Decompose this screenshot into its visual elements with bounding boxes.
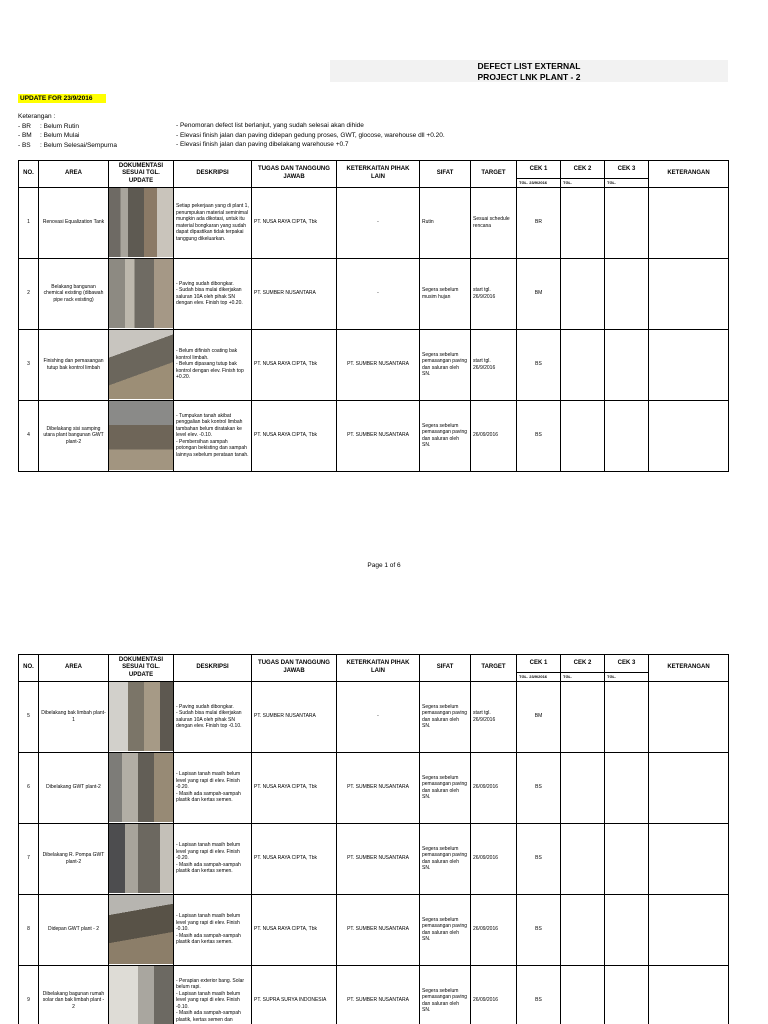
row-tugas: PT. SUMBER NUSANTARA — [252, 258, 337, 329]
row-keterangan — [649, 187, 729, 258]
row-target: 26/09/2016 — [471, 823, 517, 894]
row-area: Didepan GWT plant - 2 — [39, 894, 109, 965]
table-row — [19, 187, 729, 258]
col-target: TARGET — [471, 655, 517, 682]
notes-legend — [18, 112, 117, 150]
row-number: 2 — [19, 258, 39, 329]
col-dokumentasi: DOKUMENTASI SESUAI TGL. UPDATE — [109, 655, 174, 682]
row-number: 3 — [19, 329, 39, 400]
site-photo — [109, 895, 173, 964]
col-area: AREA — [39, 655, 109, 682]
document-title-block — [330, 60, 728, 82]
row-area: Dibelakang sisi samping utara plant bangunan GWT plant-2 — [39, 400, 109, 471]
row-keterangan — [649, 400, 729, 471]
col-no: NO. — [19, 161, 39, 188]
col-cek3: CEK 3 — [605, 655, 649, 673]
row-keterangan — [649, 258, 729, 329]
site-photo — [109, 401, 173, 470]
site-photo — [109, 188, 173, 257]
cek3-date: TGL. — [605, 673, 649, 682]
row-sifat: Segera sebelum pemasangan paving dan saluran oleh SN. — [420, 400, 471, 471]
cek1-date: TGL. 23/9/2016 — [517, 673, 561, 682]
document-subtitle: PROJECT LNK PLANT - 2 — [477, 72, 581, 82]
row-area: Renovasi Equalization Tank — [39, 187, 109, 258]
row-cek2 — [561, 400, 605, 471]
row-tugas: PT. NUSA RAYA CIPTA, Tbk — [252, 400, 337, 471]
site-photo — [109, 259, 173, 328]
col-tugas: TUGAS DAN TANGGUNG JAWAB — [252, 161, 337, 188]
row-sifat: Rutin — [420, 187, 471, 258]
row-number: 6 — [19, 752, 39, 823]
row-tugas: PT. NUSA RAYA CIPTA, Tbk — [252, 752, 337, 823]
row-photo — [109, 752, 174, 823]
legend-desc: : Belum Selesai/Sempurna — [40, 141, 117, 149]
row-cek2 — [561, 965, 605, 1024]
site-photo — [109, 753, 173, 822]
table-row — [19, 258, 729, 329]
row-photo — [109, 965, 174, 1024]
row-cek3 — [605, 329, 649, 400]
page-number: Page 1 of 6 — [367, 562, 401, 569]
col-sifat: SIFAT — [420, 655, 471, 682]
row-number: 9 — [19, 965, 39, 1024]
table-row — [19, 400, 729, 471]
row-number: 4 — [19, 400, 39, 471]
table-row — [19, 965, 729, 1024]
col-tugas: TUGAS DAN TANGGUNG JAWAB — [252, 655, 337, 682]
col-cek3: CEK 3 — [605, 161, 649, 179]
defect-table-page-2 — [18, 654, 729, 1024]
row-deskripsi: - Perapian exterior bang. Solar belum rapi. - Lapisan tanah masih belum level yang rapi di elev. Finish -0.10. - Masih ada sampah-sampah plastik, kertas semen dan — [174, 965, 252, 1024]
row-keterangan — [649, 752, 729, 823]
cek2-date: TGL. — [561, 179, 605, 188]
cek1-date: TGL. 23/9/2016 — [517, 179, 561, 188]
row-cek2 — [561, 187, 605, 258]
row-keterangan — [649, 823, 729, 894]
row-keterkaitan: PT. SUMBER NUSANTARA — [337, 329, 420, 400]
col-dokumentasi: DOKUMENTASI SESUAI TGL. UPDATE — [109, 161, 174, 188]
col-cek2: CEK 2 — [561, 655, 605, 673]
table-row — [19, 752, 729, 823]
row-photo — [109, 329, 174, 400]
row-photo — [109, 400, 174, 471]
document-title: DEFECT LIST EXTERNAL — [477, 61, 581, 71]
table-row — [19, 681, 729, 752]
legend-code: - BS — [18, 141, 31, 149]
legend-desc: : Belum Mulai — [40, 132, 80, 139]
site-photo — [109, 330, 173, 399]
cek3-date: TGL. — [605, 179, 649, 188]
row-photo — [109, 823, 174, 894]
row-target: start tgl. 26/9/2016 — [471, 329, 517, 400]
row-target: 26/09/2016 — [471, 752, 517, 823]
row-sifat: Segera sebelum pemasangan paving dan saluran oleh SN. — [420, 965, 471, 1024]
col-target: TARGET — [471, 161, 517, 188]
row-cek1: BS — [517, 400, 561, 471]
col-cek1: CEK 1 — [517, 161, 561, 179]
row-cek1: BS — [517, 965, 561, 1024]
col-area: AREA — [39, 161, 109, 188]
row-target: 26/09/2016 — [471, 400, 517, 471]
row-cek3 — [605, 823, 649, 894]
row-keterkaitan: - — [337, 681, 420, 752]
notes-heading: Keterangan : — [18, 113, 56, 120]
row-keterkaitan: PT. SUMBER NUSANTARA — [337, 965, 420, 1024]
cek2-date: TGL. — [561, 673, 605, 682]
row-sifat: Segera sebelum musim hujan — [420, 258, 471, 329]
row-target: start tgl. 26/9/2016 — [471, 681, 517, 752]
row-keterkaitan: - — [337, 187, 420, 258]
col-keterangan: KETERANGAN — [649, 655, 729, 682]
row-keterangan — [649, 965, 729, 1024]
row-sifat: Segera sebelum pemasangan paving dan saluran oleh SN. — [420, 752, 471, 823]
table-row — [19, 329, 729, 400]
row-keterkaitan: PT. SUMBER NUSANTARA — [337, 752, 420, 823]
row-cek3 — [605, 752, 649, 823]
row-cek1: BS — [517, 894, 561, 965]
legend-code: - BM — [18, 132, 32, 139]
row-tugas: PT. NUSA RAYA CIPTA, Tbk — [252, 894, 337, 965]
notes-remarks — [176, 121, 445, 150]
row-target: 26/09/2016 — [471, 965, 517, 1024]
row-photo — [109, 187, 174, 258]
row-cek1: BR — [517, 187, 561, 258]
col-cek2: CEK 2 — [561, 161, 605, 179]
row-tugas: PT. NUSA RAYA CIPTA, Tbk — [252, 329, 337, 400]
row-deskripsi: - Lapisan tanah masih belum level yang rapi di elev. Finish -0.20. - Masih ada sampah-sampah plastik dan kertas semen. — [174, 823, 252, 894]
row-tugas: PT. SUMBER NUSANTARA — [252, 681, 337, 752]
row-sifat: Segera sebelum pemasangan paving dan saluran oleh SN. — [420, 329, 471, 400]
row-tugas: PT. NUSA RAYA CIPTA, Tbk — [252, 823, 337, 894]
row-photo — [109, 681, 174, 752]
row-keterkaitan: PT. SUMBER NUSANTARA — [337, 823, 420, 894]
row-keterangan — [649, 894, 729, 965]
row-photo — [109, 894, 174, 965]
site-photo — [109, 682, 173, 751]
row-keterkaitan: PT. SUMBER NUSANTARA — [337, 400, 420, 471]
row-tugas: PT. NUSA RAYA CIPTA, Tbk — [252, 187, 337, 258]
row-cek2 — [561, 681, 605, 752]
row-cek2 — [561, 894, 605, 965]
row-sifat: Segera sebelum pemasangan paving dan saluran oleh SN. — [420, 681, 471, 752]
row-deskripsi: - Lapisan tanah masih belum level yang rapi di elev. Finish -0.10. - Masih ada sampah-sampah plastik dan kertas semen. — [174, 894, 252, 965]
row-cek3 — [605, 187, 649, 258]
row-cek3 — [605, 258, 649, 329]
col-keterkaitan: KETERKAITAN PIHAK LAIN — [337, 161, 420, 188]
row-number: 8 — [19, 894, 39, 965]
col-cek1: CEK 1 — [517, 655, 561, 673]
row-area: Finishing dan pemasangan tutup bak kontrol limbah — [39, 329, 109, 400]
row-area: Dibelakang bak limbah plant-1 — [39, 681, 109, 752]
row-area: Dibelakang GWT plant-2 — [39, 752, 109, 823]
row-target: 26/09/2016 — [471, 894, 517, 965]
row-cek1: BS — [517, 752, 561, 823]
defect-table-page-1 — [18, 160, 729, 472]
col-no: NO. — [19, 655, 39, 682]
row-area: Dibelakang bagunan rumah solar dan bak limbah plant - 2 — [39, 965, 109, 1024]
remark-line: - Elevasi finish jalan dan paving didepan gedung proses, GWT, glocose, warehouse dll +0.20. — [176, 131, 445, 139]
row-number: 7 — [19, 823, 39, 894]
row-number: 5 — [19, 681, 39, 752]
row-sifat: Segera sebelum pemasangan paving dan saluran oleh SN. — [420, 894, 471, 965]
row-keterkaitan: - — [337, 258, 420, 329]
row-deskripsi: - Paving sudah dibongkar. - Sudah bisa mulai dikerjakan saluran 10A oleh pihak SN dengan elev. Finish top -0.10. — [174, 681, 252, 752]
table-row — [19, 823, 729, 894]
row-area: Dibelakang R. Pompa GWT plant-2 — [39, 823, 109, 894]
row-target: Sesuai schedule rencana — [471, 187, 517, 258]
row-cek3 — [605, 965, 649, 1024]
col-sifat: SIFAT — [420, 161, 471, 188]
row-cek2 — [561, 752, 605, 823]
row-deskripsi: - Paving sudah dibongkar. - Sudah bisa mulai dikerjakan saluran 10A oleh pihak SN dengan elev. Finish top +0.20. — [174, 258, 252, 329]
row-photo — [109, 258, 174, 329]
legend-row — [18, 141, 117, 151]
legend-row — [18, 131, 117, 141]
remark-line: - Penomoran defect list berlanjut, yang sudah selesai akan dihide — [176, 122, 364, 129]
site-photo — [109, 824, 173, 893]
row-area: Belakang bangunan chemical existing (dibawah pipe rack existing) — [39, 258, 109, 329]
row-keterkaitan: PT. SUMBER NUSANTARA — [337, 894, 420, 965]
row-cek1: BM — [517, 258, 561, 329]
table-row — [19, 894, 729, 965]
row-keterangan — [649, 329, 729, 400]
row-tugas: PT. SUPRA SURYA INDONESIA — [252, 965, 337, 1024]
row-cek3 — [605, 681, 649, 752]
row-keterangan — [649, 681, 729, 752]
row-deskripsi: Setiap pekerjaan yang di plant 1, penumpukan material seminimal mungkin ada dikotasi, untuk itu material bongkaran yang sudah dapat dipastikan tidak terpakai tanggung dikeluarkan. — [174, 187, 252, 258]
legend-desc: : Belum Rutin — [40, 122, 80, 130]
row-number: 1 — [19, 187, 39, 258]
update-label: UPDATE FOR 23/9/2016 — [18, 94, 106, 103]
row-cek1: BM — [517, 681, 561, 752]
row-cek1: BS — [517, 329, 561, 400]
row-deskripsi: - Tumpukan tanah akibat penggalian bak kontrol limbah tambahan belum diratakan ke level elev. -0.10. - Pembersihan sampah potongan bekisting dan sampah lainnya sebelum perataan tanah. — [174, 400, 252, 471]
row-sifat: Segera sebelum pemasangan paving dan saluran oleh SN. — [420, 823, 471, 894]
row-deskripsi: - Belum difinish coating bak kontrol limbah. - Belum dipasang tutup bak kontrol dengan elev. Finish top +0.20. — [174, 329, 252, 400]
legend-code: - BR — [18, 122, 31, 130]
remark-line: - Elevasi finish jalan dan paving dibelakang warehouse +0.7 — [176, 141, 349, 148]
site-photo — [109, 966, 173, 1024]
row-deskripsi: - Lapisan tanah masih belum level yang rapi di elev. Finish -0.20. - Masih ada sampah-sampah plastik dan kertas semen. — [174, 752, 252, 823]
legend-row — [18, 122, 117, 132]
row-target: start tgl. 26/9/2016 — [471, 258, 517, 329]
col-deskripsi: DESKRIPSI — [174, 161, 252, 188]
col-keterangan: KETERANGAN — [649, 161, 729, 188]
row-cek1: BS — [517, 823, 561, 894]
row-cek3 — [605, 400, 649, 471]
row-cek2 — [561, 258, 605, 329]
col-deskripsi: DESKRIPSI — [174, 655, 252, 682]
row-cek2 — [561, 329, 605, 400]
row-cek3 — [605, 894, 649, 965]
row-cek2 — [561, 823, 605, 894]
col-keterkaitan: KETERKAITAN PIHAK LAIN — [337, 655, 420, 682]
